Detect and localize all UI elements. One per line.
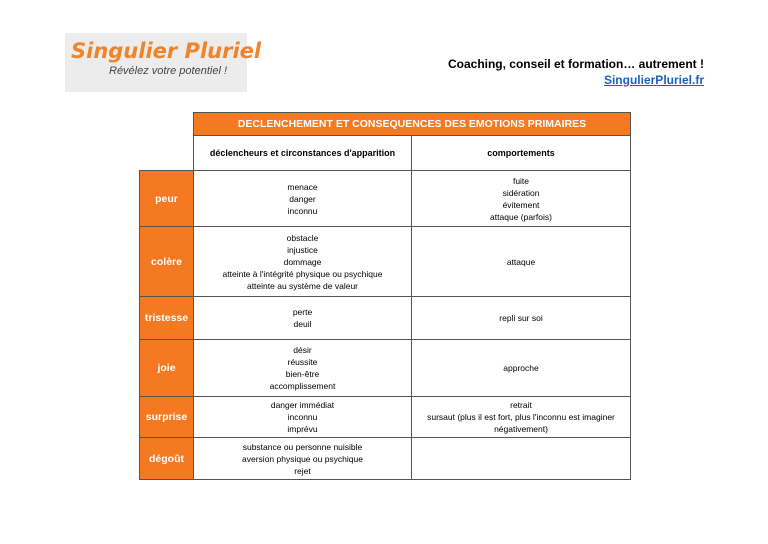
triggers-cell — [194, 340, 412, 397]
trigger-item: accomplissement — [269, 381, 336, 391]
trigger-item: atteinte au système de valeur — [246, 280, 359, 291]
emotion-label: tristesse — [140, 297, 194, 340]
behaviors-cell — [412, 438, 631, 480]
trigger-item: danger — [289, 193, 316, 204]
trigger-item: inconnu — [287, 205, 318, 216]
behavior-item: sidération — [502, 187, 540, 198]
trigger-item: obstacle — [286, 232, 319, 243]
behaviors-cell — [412, 397, 631, 438]
triggers-cell — [194, 297, 412, 340]
table-row — [140, 227, 631, 297]
trigger-item: réussite — [287, 357, 318, 367]
emotion-label: colère — [140, 227, 194, 297]
trigger-item: injustice — [287, 244, 318, 255]
trigger-item: danger immédiat — [270, 400, 335, 410]
behaviors-cell — [412, 171, 631, 227]
table-title: DECLENCHEMENT ET CONSEQUENCES DES EMOTIONS PRIMAIRES — [194, 113, 631, 136]
triggers-cell — [194, 171, 412, 227]
trigger-item: aversion physique ou psychique — [242, 453, 363, 464]
trigger-item: deuil — [293, 319, 312, 329]
triggers-cell — [194, 438, 412, 480]
header-subtitle: Coaching, conseil et formation… autrement ! — [447, 57, 704, 71]
trigger-item: inconnu — [287, 412, 318, 422]
trigger-item: imprévu — [287, 424, 318, 434]
behavior-item: sursaut (plus il est fort, plus l'inconnu est imaginer — [427, 412, 615, 422]
trigger-item: bien-être — [285, 369, 320, 379]
trigger-item: rejet — [294, 465, 311, 476]
behavior-item: négativement) — [494, 424, 548, 434]
triggers-cell — [194, 397, 412, 438]
triggers-cell — [194, 227, 412, 297]
trigger-item: substance ou personne nuisible — [242, 441, 363, 452]
behavior-item: approche — [503, 363, 539, 373]
emotion-label: dégoût — [140, 438, 194, 480]
trigger-item: désir — [293, 345, 312, 355]
logo — [65, 33, 262, 92]
column-header-behaviors: comportements — [412, 136, 631, 171]
logo-title: Singulier Pluriel — [71, 39, 262, 63]
trigger-item: perte — [292, 307, 313, 317]
behavior-item: évitement — [502, 199, 540, 210]
table-row — [140, 438, 631, 480]
behaviors-cell — [412, 340, 631, 397]
behavior-item: fuite — [512, 175, 530, 186]
table-row — [140, 171, 631, 227]
emotions-table — [139, 112, 631, 480]
table-row — [140, 397, 631, 438]
behaviors-cell — [412, 227, 631, 297]
header-right — [448, 56, 704, 88]
trigger-item: menace — [287, 181, 318, 192]
table-row — [140, 340, 631, 397]
emotion-label: peur — [140, 171, 194, 227]
trigger-item: atteinte à l'intégrité physique ou psychique — [222, 268, 383, 279]
logo-tagline: Révélez votre potentiel ! — [109, 65, 228, 77]
behaviors-cell — [412, 297, 631, 340]
behavior-item: attaque (parfois) — [490, 211, 552, 222]
corner-cell — [140, 113, 194, 136]
behavior-item: attaque — [506, 256, 536, 267]
emotion-label: surprise — [140, 397, 194, 438]
trigger-item: dommage — [283, 256, 322, 267]
table-row — [140, 297, 631, 340]
website-link[interactable]: SingulierPluriel.fr — [603, 73, 704, 87]
corner-cell — [140, 136, 194, 171]
behavior-item: retrait — [510, 400, 532, 410]
column-header-triggers: déclencheurs et circonstances d'apparition — [194, 136, 412, 171]
behavior-item: repli sur soi — [499, 313, 543, 323]
emotion-label: joie — [140, 340, 194, 397]
